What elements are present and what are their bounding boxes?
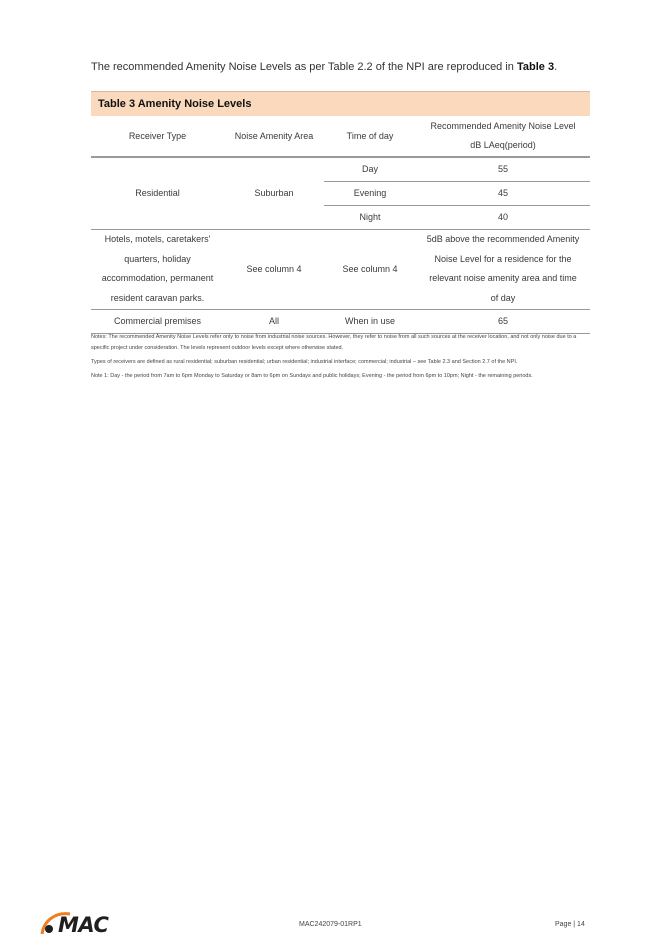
hotels-receiver bbox=[91, 229, 224, 309]
table-title: Table 3 Amenity Noise Levels bbox=[91, 91, 590, 116]
page-number: Page | 14 bbox=[555, 921, 585, 928]
document-reference: MAC242079-01RP1 bbox=[299, 921, 362, 928]
header-level-line2: dB LAeq(period) bbox=[470, 140, 536, 150]
header-receiver-type: Receiver Type bbox=[91, 116, 224, 157]
hotels-area: See column 4 bbox=[224, 229, 324, 309]
header-amenity-level bbox=[416, 116, 590, 157]
hotels-level-line: 5dB above the recommended Amenity bbox=[426, 234, 580, 244]
hotels-level-line: Noise Level for a residence for the bbox=[434, 253, 572, 264]
note-periods: Note 1: Day - the period from 7am to 6pm Monday to Saturday or 8am to 6pm on Sundays and public holidays; Evening - the period from 6pm to 10pm; Night - the remaining periods. bbox=[91, 373, 533, 379]
table-row bbox=[91, 309, 590, 333]
residential-level-night: 40 bbox=[416, 205, 590, 229]
intro-paragraph bbox=[91, 61, 611, 73]
table-notes bbox=[91, 332, 591, 385]
residential-level-evening: 45 bbox=[416, 181, 590, 205]
header-noise-amenity-area: Noise Amenity Area bbox=[224, 116, 324, 157]
residential-time-day: Day bbox=[324, 157, 416, 181]
residential-time-evening: Evening bbox=[324, 181, 416, 205]
residential-receiver: Residential bbox=[91, 157, 224, 229]
hotels-level-line: relevant noise amenity area and time bbox=[429, 273, 577, 283]
commercial-time: When in use bbox=[324, 309, 416, 333]
intro-period: . bbox=[554, 61, 558, 73]
logo-text: MAC bbox=[58, 913, 109, 937]
noise-table-grid bbox=[91, 116, 590, 334]
residential-level-day: 55 bbox=[416, 157, 590, 181]
intro-text: The recommended Amenity Noise Levels as per Table 2.2 of the NPI are reproduced in bbox=[91, 61, 517, 73]
hotels-level-line: of day bbox=[490, 292, 516, 303]
hotels-receiver-line: Hotels, motels, caretakers' bbox=[104, 234, 211, 244]
header-time-of-day: Time of day bbox=[324, 116, 416, 157]
commercial-area: All bbox=[224, 309, 324, 333]
hotels-level bbox=[416, 229, 590, 309]
table-header-row bbox=[91, 116, 590, 157]
residential-area: Suburban bbox=[224, 157, 324, 229]
residential-time-night: Night bbox=[324, 205, 416, 229]
hotels-time: See column 4 bbox=[324, 229, 416, 309]
hotels-receiver-line: accommodation, permanent bbox=[101, 273, 214, 283]
commercial-level: 65 bbox=[416, 309, 590, 333]
hotels-receiver-line: resident caravan parks. bbox=[110, 292, 205, 303]
commercial-receiver: Commercial premises bbox=[91, 309, 224, 333]
note-receiver-types: Types of receivers are defined as rural residential; suburban residential; urban residential; industrial interface; commercial; industrial – see Table 2.3 and Section 2.7 of the NPI. bbox=[91, 359, 518, 365]
header-level-line1: Recommended Amenity Noise Level bbox=[430, 121, 576, 131]
table-reference: Table 3 bbox=[516, 61, 555, 73]
table-row bbox=[91, 157, 590, 181]
mac-logo bbox=[38, 908, 128, 937]
table-row bbox=[91, 229, 590, 309]
amenity-noise-table bbox=[91, 91, 590, 334]
note-general: Notes: The recommended Amenity Noise Levels refer only to noise from industrial noise sources. However, they refer to noise from all such sources at the receiver location, and not only noise due to a specific project under consideration. The levels represent outdoor levels except where otherwise stated. bbox=[91, 334, 577, 351]
hotels-receiver-line: quarters, holiday bbox=[124, 253, 191, 264]
